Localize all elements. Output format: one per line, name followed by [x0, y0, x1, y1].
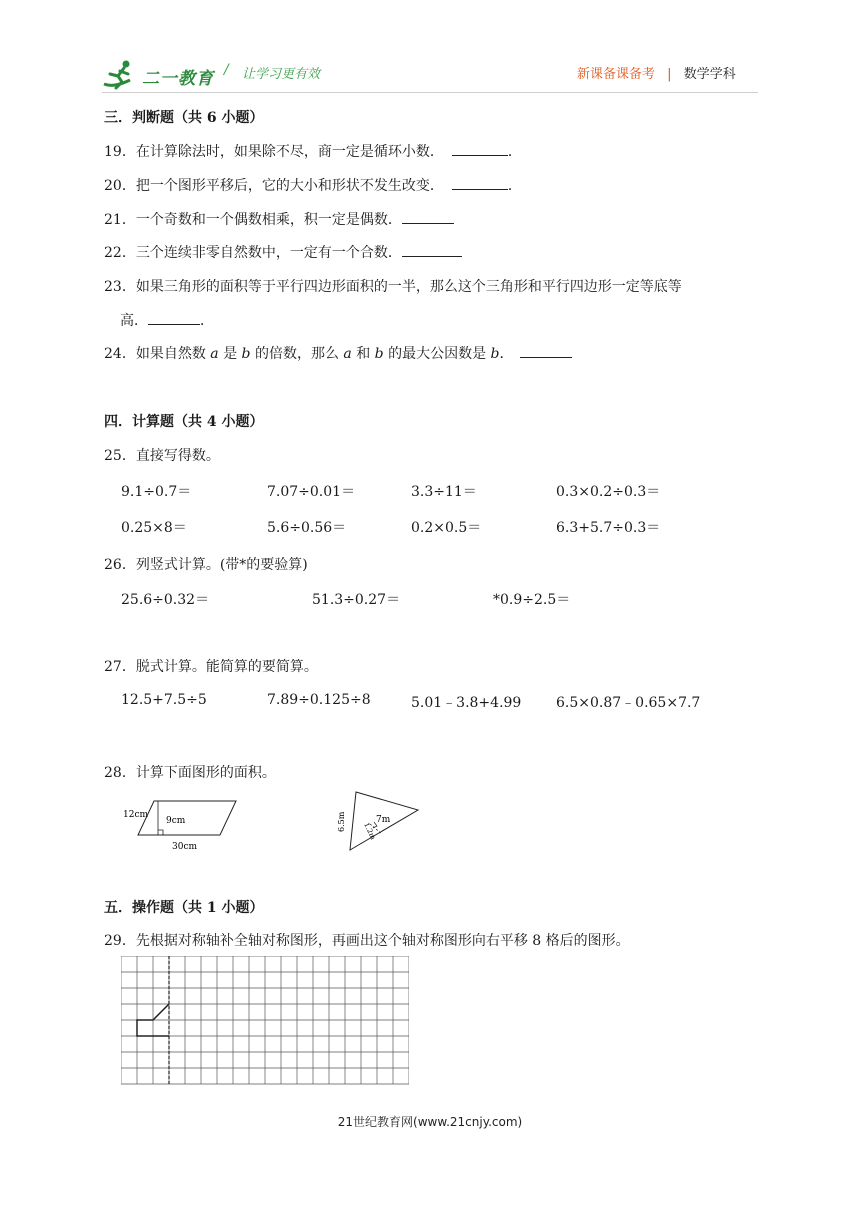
q27-item: 5.01﹣3.8+4.99	[411, 695, 522, 711]
header-right-text-1: 新课备课备考	[577, 67, 656, 82]
q26-item: *0.9÷2.5＝	[493, 592, 571, 608]
grid-lines	[121, 956, 409, 1084]
question-24-part: 24．如果自然数	[104, 346, 211, 362]
q25-item: 9.1÷0.7＝	[121, 484, 192, 500]
question-21	[104, 209, 454, 229]
period: ．	[507, 144, 522, 160]
side-label: 12cm	[123, 810, 149, 820]
question-24	[104, 343, 572, 363]
q27-item: 6.5×0.87﹣0.65×7.7	[556, 695, 701, 711]
answer-blank-21[interactable]	[402, 209, 454, 224]
q25-item: 0.3×0.2÷0.3＝	[556, 484, 661, 500]
header-rule	[102, 92, 758, 93]
header-right	[577, 63, 736, 82]
header-right-separator: |	[667, 67, 672, 82]
left-side-label: 6.5m	[337, 811, 346, 832]
question-24-part: 的倍数，那么	[250, 346, 344, 362]
height-label: 9cm	[166, 816, 186, 826]
slogan: 让学习更有效	[242, 67, 321, 82]
question-24-part: 和	[351, 346, 375, 362]
variable-a: a	[343, 346, 352, 362]
runner-logo-icon	[100, 58, 140, 92]
period: ．	[507, 178, 522, 194]
question-22-text: 22．三个连续非零自然数中，一定有一个合数．	[104, 245, 402, 261]
question-22	[104, 242, 462, 262]
question-24-part: 的最大公因数是	[383, 346, 491, 362]
section-3-title: 三．判断题（共 6 小题）	[104, 110, 264, 126]
q25-item: 0.25×8＝	[121, 520, 187, 536]
question-20-text: 20．把一个图形平移后，它的大小和形状不发生改变．	[104, 178, 444, 194]
q25-item: 5.6÷0.56＝	[267, 520, 347, 536]
question-26: 26．列竖式计算。(带*的要验算)	[104, 557, 308, 573]
variable-a: a	[210, 346, 219, 362]
question-28: 28．计算下面图形的面积。	[104, 765, 276, 781]
variable-b: b	[241, 346, 251, 362]
variable-b: b	[374, 346, 384, 362]
q27-item: 12.5+7.5÷5	[121, 692, 207, 708]
answer-blank-23[interactable]	[148, 310, 200, 325]
logo	[100, 58, 240, 92]
question-23-line-2	[120, 310, 214, 330]
question-21-text: 21．一个奇数和一个偶数相乘，积一定是偶数．	[104, 212, 402, 228]
section-5-title: 五．操作题（共 1 小题）	[104, 900, 264, 916]
question-29: 29．先根据对称轴补全轴对称图形，再画出这个轴对称图形向右平移 8 格后的图形。	[104, 933, 630, 949]
question-23-line-1: 23．如果三角形的面积等于平行四边形面积的一半，那么这个三角形和平行四边形一定等底等	[104, 279, 682, 295]
answer-blank-22[interactable]	[402, 242, 462, 257]
question-27: 27．脱式计算。能简算的要简算。	[104, 659, 318, 675]
header-right-text-2: 数学学科	[683, 67, 736, 82]
q25-item: 0.2×0.5＝	[411, 520, 482, 536]
answer-blank-19[interactable]	[452, 141, 508, 156]
footer-text: 21世纪教育网(www.21cnjy.com)	[337, 1115, 523, 1129]
header-divider-slash: /	[224, 62, 229, 78]
triangle-figure	[334, 788, 424, 854]
question-19	[104, 141, 522, 161]
question-20	[104, 175, 522, 195]
q27-item: 7.89÷0.125÷8	[267, 692, 371, 708]
parallelogram-figure	[118, 795, 248, 855]
question-24-part: 是	[218, 346, 242, 362]
question-24-part: ．	[499, 346, 514, 362]
grid-figure	[121, 956, 409, 1086]
q26-item: 25.6÷0.32＝	[121, 592, 210, 608]
q25-item: 7.07÷0.01＝	[267, 484, 356, 500]
q25-item: 6.3+5.7÷0.3＝	[556, 520, 661, 536]
q25-item: 3.3÷11＝	[411, 484, 477, 500]
question-25: 25．直接写得数。	[104, 448, 220, 464]
answer-blank-20[interactable]	[452, 175, 508, 190]
period: ．	[200, 313, 214, 329]
question-19-text: 19．在计算除法时，如果除不尽，商一定是循环小数．	[104, 144, 444, 160]
answer-blank-24[interactable]	[520, 343, 572, 358]
question-23-text-2: 高．	[120, 313, 148, 329]
right-side-label: 7m	[376, 815, 391, 825]
height-label: 1.2m	[362, 821, 377, 841]
section-4-title: 四．计算题（共 4 小题）	[104, 414, 264, 430]
base-label: 30cm	[172, 842, 198, 852]
logo-text: 二一教育	[142, 69, 214, 89]
variable-b: b	[490, 346, 500, 362]
q26-item: 51.3÷0.27＝	[312, 592, 401, 608]
